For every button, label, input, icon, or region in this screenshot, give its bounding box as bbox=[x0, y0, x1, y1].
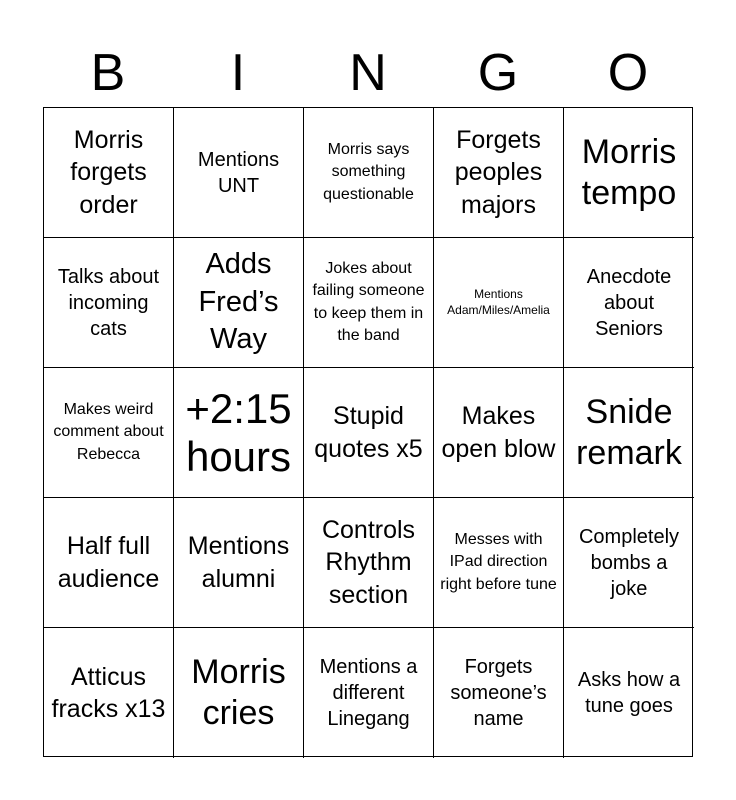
cell-text: Mentions alumni bbox=[187, 532, 290, 593]
cell-text: Forgets someone’s name bbox=[450, 656, 547, 730]
bingo-cell-r4-c1[interactable] bbox=[44, 498, 174, 628]
cell-text: Forgets peoples majors bbox=[454, 125, 543, 219]
bingo-cell-r4-c2[interactable] bbox=[174, 498, 304, 628]
bingo-cell-r2-c2[interactable] bbox=[174, 238, 304, 368]
bingo-board bbox=[43, 107, 693, 757]
bingo-cell-r1-c1[interactable] bbox=[44, 108, 174, 238]
bingo-cell-r5-c4[interactable] bbox=[434, 628, 564, 758]
bingo-cell-r2-c4[interactable] bbox=[434, 238, 564, 368]
bingo-cell-r2-c3[interactable] bbox=[304, 238, 434, 368]
bingo-cell-r4-c4[interactable] bbox=[434, 498, 564, 628]
bingo-header bbox=[43, 38, 693, 108]
cell-text: +2:15 hours bbox=[185, 385, 292, 480]
cell-text: Half full audience bbox=[57, 532, 160, 593]
bingo-cell-r3-c1[interactable] bbox=[44, 368, 174, 498]
cell-text: Asks how a tune goes bbox=[577, 669, 681, 717]
cell-text: Makes weird comment about Rebecca bbox=[53, 400, 164, 463]
bingo-cell-r1-c5[interactable] bbox=[564, 108, 694, 238]
cell-text: Stupid quotes x5 bbox=[314, 402, 423, 463]
header-letter-b: B bbox=[90, 44, 126, 102]
cell-text: Morris cries bbox=[191, 653, 286, 732]
header-letter-n: N bbox=[349, 44, 387, 102]
bingo-cell-r5-c2[interactable] bbox=[174, 628, 304, 758]
cell-text: Talks about incoming cats bbox=[57, 265, 160, 340]
bingo-cell-r3-c4[interactable] bbox=[434, 368, 564, 498]
cell-text: Snide remark bbox=[576, 392, 682, 472]
bingo-cell-r3-c3[interactable] bbox=[304, 368, 434, 498]
bingo-cell-r3-c5[interactable] bbox=[564, 368, 694, 498]
bingo-cell-r2-c5[interactable] bbox=[564, 238, 694, 368]
bingo-cell-r4-c3[interactable] bbox=[304, 498, 434, 628]
cell-text: Mentions a different Linegang bbox=[319, 656, 418, 730]
cell-text: Adds Fred’s Way bbox=[198, 247, 279, 356]
cell-text: Controls Rhythm section bbox=[321, 515, 416, 609]
header-letter-o: O bbox=[607, 44, 649, 102]
cell-text: Completely bombs a joke bbox=[578, 525, 680, 600]
bingo-cell-r3-c2[interactable] bbox=[174, 368, 304, 498]
cell-text: Jokes about failing someone to keep them in the band bbox=[312, 259, 425, 344]
cell-text: Morris says something questionable bbox=[323, 140, 414, 203]
bingo-cell-r1-c3[interactable] bbox=[304, 108, 434, 238]
bingo-cell-r5-c1[interactable] bbox=[44, 628, 174, 758]
bingo-cell-r5-c3[interactable] bbox=[304, 628, 434, 758]
cell-text: Messes with IPad direction right before tune bbox=[440, 530, 557, 593]
bingo-cell-r2-c1[interactable] bbox=[44, 238, 174, 368]
cell-text: Atticus fracks x13 bbox=[51, 662, 166, 723]
cell-text: Makes open blow bbox=[441, 402, 556, 463]
cell-text: Mentions Adam/Miles/Amelia bbox=[447, 286, 550, 317]
cell-text: Morris tempo bbox=[581, 132, 677, 212]
header-letter-i: I bbox=[230, 44, 246, 102]
header-letter-g: G bbox=[477, 44, 519, 102]
cell-text: Morris forgets order bbox=[70, 125, 147, 219]
cell-text: Mentions UNT bbox=[197, 148, 280, 197]
bingo-cell-r1-c4[interactable] bbox=[434, 108, 564, 238]
cell-text: Anecdote about Seniors bbox=[586, 265, 672, 340]
bingo-cell-r1-c2[interactable] bbox=[174, 108, 304, 238]
bingo-cell-r5-c5[interactable] bbox=[564, 628, 694, 758]
bingo-cell-r4-c5[interactable] bbox=[564, 498, 694, 628]
